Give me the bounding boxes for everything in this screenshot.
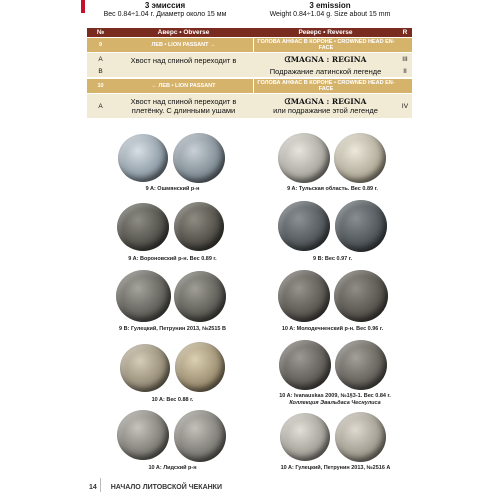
col-reverse-header: Реверс • Reverse xyxy=(298,29,353,36)
header-left xyxy=(95,2,235,19)
row-reverse: ᗧMAGNA : REGINA xyxy=(284,97,367,106)
coin-caption: 10 A: Гулецкий, Петрунин 2013, №2516 A xyxy=(280,465,391,471)
coin-caption: 9 A: Вороновский р-н. Вес 0.89 г. xyxy=(128,256,217,262)
coin-image xyxy=(174,202,224,251)
row-reverse: ГОЛОВА АНФАС В КОРОНЕ • CROWNED HEAD EN-FACE xyxy=(253,79,398,93)
collection-caption xyxy=(255,400,415,407)
row-r: III xyxy=(402,55,408,63)
running-title: НАЧАЛО ЛИТОВСКОЙ ЧЕКАНКИ xyxy=(110,484,222,491)
coin-caption: 10 A: Молодечненский р-н. Вес 0.96 г. xyxy=(281,326,384,332)
coin-caption: 9 B: Гулецкий, Петрунин 2013, №2515 B xyxy=(119,326,226,332)
row-obverse xyxy=(114,65,253,77)
emission-title-en: 3 emission xyxy=(309,1,351,10)
row-no: A xyxy=(98,55,103,63)
emission-title-ru: 3 эмиссия xyxy=(144,1,186,10)
table-header-row xyxy=(87,28,412,37)
row-reverse: Подражание латинской легенде xyxy=(269,66,382,76)
row-no: B xyxy=(98,67,103,75)
table-row xyxy=(87,94,412,118)
row-obverse: ЛЕВ • LION PASSANT → xyxy=(151,42,216,48)
coin-caption: 9 B: Вес 0.97 г. xyxy=(313,256,352,262)
coin-image xyxy=(116,270,171,322)
coin-image xyxy=(334,270,388,322)
coin-image xyxy=(335,340,387,390)
coin-image xyxy=(175,342,225,392)
page-footer xyxy=(89,484,222,491)
collection-name: Коллекция Эвальдаса Чеснулиса xyxy=(289,400,381,406)
coin-image xyxy=(120,344,170,392)
coin-image xyxy=(117,410,169,460)
coin-image xyxy=(335,412,386,462)
coin-image xyxy=(118,134,168,182)
table-row xyxy=(87,38,412,52)
row-r: II xyxy=(403,67,407,75)
page-number: 14 xyxy=(89,484,97,491)
coin-image xyxy=(278,270,330,322)
coin-image xyxy=(279,340,331,390)
table-row xyxy=(87,79,412,93)
coin-image xyxy=(335,200,387,252)
coin-image xyxy=(117,203,169,251)
row-obverse: Хвост над спиной переходит в плетёнку. С длинными ушами xyxy=(130,97,237,115)
row-r xyxy=(398,38,412,52)
coin-image xyxy=(278,201,330,251)
row-r xyxy=(398,79,412,93)
table-row xyxy=(87,65,412,77)
coin-caption: 10 A: Вес 0.88 г. xyxy=(151,397,194,403)
row-r: IV xyxy=(401,102,409,110)
row-no: 9 xyxy=(98,42,103,48)
coin-caption: 10 A: Ivanauskas 2009, №1§3-1. Вес 0.84 г. xyxy=(279,393,391,399)
emission-sub-ru: Вес 0.84÷1.04 г. Диаметр около 15 мм xyxy=(103,11,227,18)
col-r-header: R xyxy=(402,29,408,36)
coin-caption: 10 A: Лидский р-н xyxy=(148,465,197,471)
row-no: A xyxy=(98,102,103,110)
row-reverse-cell xyxy=(253,94,398,118)
row-no: 10 xyxy=(97,83,104,89)
row-obverse: ← ЛЕВ • LION PASSANT xyxy=(151,83,216,89)
coin-image xyxy=(334,133,386,183)
col-obverse-header: Аверс • Obverse xyxy=(157,29,210,36)
coin-image xyxy=(280,413,330,461)
row-reverse-note: или подражание этой легенде xyxy=(273,106,378,115)
coin-image xyxy=(278,133,330,183)
emission-sub-en: Weight 0.84÷1.04 g. Size about 15 mm xyxy=(269,11,391,18)
table-row xyxy=(87,53,412,65)
col-no-header: № xyxy=(96,29,105,36)
header-right xyxy=(260,2,400,19)
row-reverse: ГОЛОВА АНФАС В КОРОНЕ • CROWNED HEAD EN-FACE xyxy=(253,38,398,52)
coin-image xyxy=(173,133,225,183)
row-obverse: Хвост над спиной переходит в xyxy=(130,56,237,65)
coin-image xyxy=(174,410,226,462)
chapter-marker xyxy=(81,0,85,13)
coin-image xyxy=(174,271,226,322)
coin-caption: 9 A: Ошмянский р-н xyxy=(145,186,200,192)
row-reverse: ᗧMAGNA : REGINA xyxy=(284,54,367,64)
coin-caption: 9 A: Тульская область. Вес 0.89 г. xyxy=(287,186,378,192)
